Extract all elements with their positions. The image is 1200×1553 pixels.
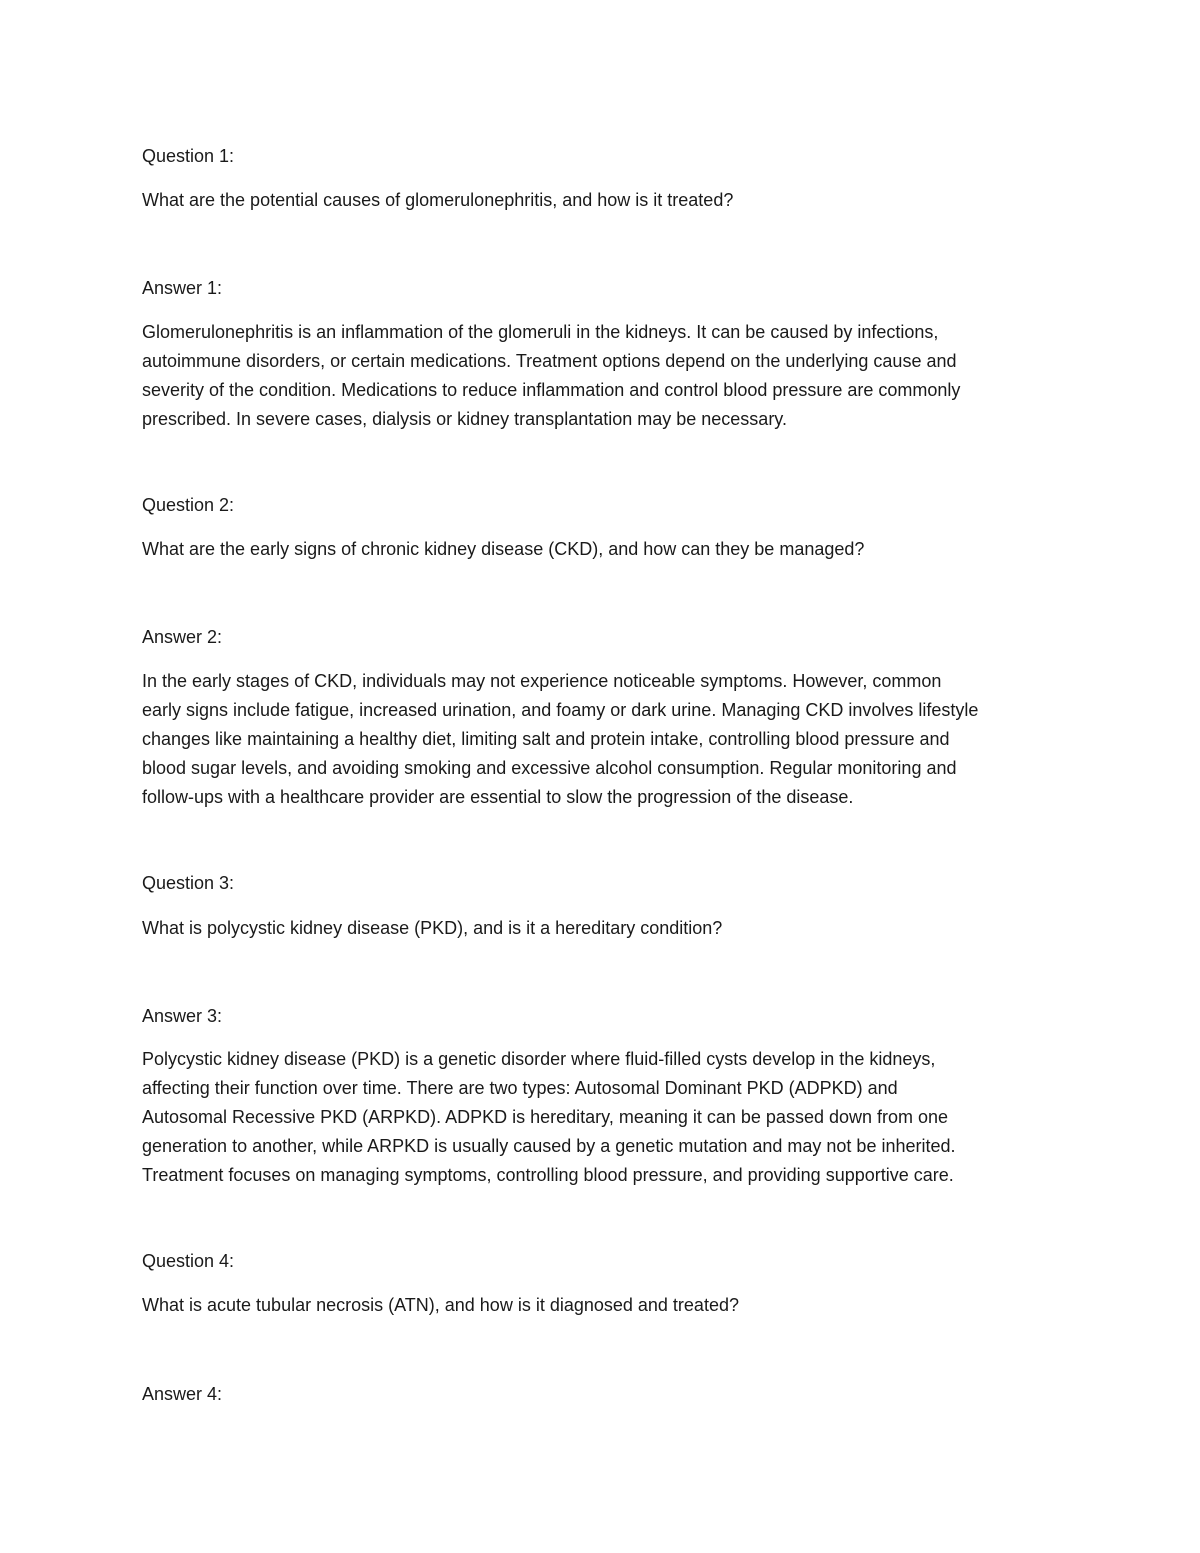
answer-1-label: Answer 1: — [142, 278, 223, 298]
question-2-text: What are the early signs of chronic kidney disease (CKD), and how can they be managed? — [142, 539, 865, 559]
answer-2-line: In the early stages of CKD, individuals may not experience noticeable symptoms. However, common — [142, 671, 942, 691]
answer-2-text — [142, 667, 1072, 812]
question-1-text: What are the potential causes of glomerulonephritis, and how is it treated? — [142, 190, 734, 210]
answer-1-line: prescribed. In severe cases, dialysis or kidney transplantation may be necessary. — [142, 409, 787, 429]
question-3-label: Question 3: — [142, 873, 235, 893]
question-4-text: What is acute tubular necrosis (ATN), and how is it diagnosed and treated? — [142, 1295, 739, 1315]
question-3-text: What is polycystic kidney disease (PKD), and is it a hereditary condition? — [142, 918, 723, 938]
answer-3-line: Autosomal Recessive PKD (ARPKD). ADPKD is hereditary, meaning it can be passed down from one — [142, 1107, 949, 1127]
question-4-label: Question 4: — [142, 1251, 235, 1271]
answer-1-line: severity of the condition. Medications to reduce inflammation and control blood pressure are commonly — [142, 380, 961, 400]
answer-2-line: early signs include fatigue, increased urination, and foamy or dark urine. Managing CKD involves lifestyle — [142, 700, 979, 720]
answer-1-text — [142, 318, 1072, 434]
answer-2-label: Answer 2: — [142, 627, 223, 647]
answer-4-label: Answer 4: — [142, 1384, 223, 1404]
question-1-label: Question 1: — [142, 146, 235, 166]
question-2-label: Question 2: — [142, 495, 235, 515]
answer-3-label: Answer 3: — [142, 1006, 223, 1026]
answer-2-line: follow-ups with a healthcare provider are essential to slow the progression of the disease. — [142, 787, 854, 807]
answer-1-line: Glomerulonephritis is an inflammation of the glomeruli in the kidneys. It can be caused by infections, — [142, 322, 939, 342]
answer-3-line: Polycystic kidney disease (PKD) is a genetic disorder where fluid-filled cysts develop in the kidneys, — [142, 1049, 936, 1069]
answer-2-line: changes like maintaining a healthy diet, limiting salt and protein intake, controlling blood pressure and — [142, 729, 950, 749]
answer-3-line: Treatment focuses on managing symptoms, controlling blood pressure, and providing supportive care. — [142, 1165, 954, 1185]
answer-1-line: autoimmune disorders, or certain medications. Treatment options depend on the underlying cause and — [142, 351, 957, 371]
answer-2-line: blood sugar levels, and avoiding smoking and excessive alcohol consumption. Regular monitoring and — [142, 758, 957, 778]
answer-3-line: generation to another, while ARPKD is usually caused by a genetic mutation and may not be inherited. — [142, 1136, 956, 1156]
answer-3-text — [142, 1045, 1072, 1190]
answer-3-line: affecting their function over time. There are two types: Autosomal Dominant PKD (ADPKD) and — [142, 1078, 898, 1098]
